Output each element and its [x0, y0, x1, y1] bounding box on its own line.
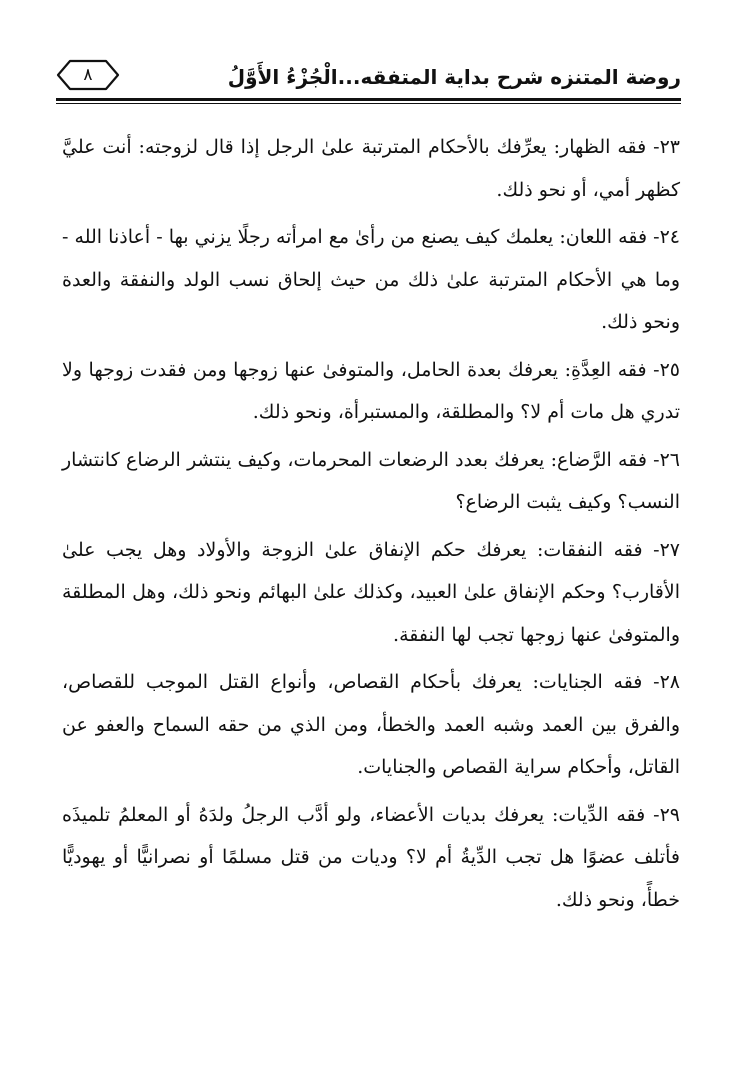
item-number: ٢٤ — [659, 226, 680, 248]
running-title: روضة المتنزه شرح بداية المتفقه...الْجُزْءُ الأَوَّلُ — [227, 65, 681, 89]
page-header — [56, 56, 681, 108]
header-rule — [56, 98, 681, 101]
paragraph-25 — [62, 349, 680, 434]
page-number-badge — [56, 59, 120, 91]
page-body — [62, 126, 680, 926]
item-number: ٢٧ — [659, 538, 680, 561]
page-number: ٨ — [83, 65, 93, 85]
item-number: ٢٦ — [659, 448, 680, 471]
item-number: ٢٩ — [659, 803, 680, 826]
paragraph-29 — [62, 794, 680, 922]
paragraph-27 — [62, 529, 680, 657]
paragraph-text: - فقه الدِّيات: يعرفك بديات الأعضاء، ولو أدَّب الرجلُ ولدَهُ أو المعلمُ تلميذَه فأتلف عضوًا هل تجب الدِّيةُ أم لا؟ وديات من قتل مسلمًا أو نصرانيًّا أو يهوديًّا خطأً، ونحو ذلك. — [62, 803, 680, 911]
item-number: ٢٣ — [659, 136, 680, 158]
paragraph-text: - فقه العِدَّةِ: يعرفك بعدة الحامل، والمتوفىٰ عنها زوجها ومن فقدت زوجها ولا تدري هل مات أم لا؟ والمطلقة، والمستبرأة، ونحو ذلك. — [62, 358, 680, 423]
paragraph-text: - فقه الجنايات: يعرفك بأحكام القصاص، وأنواع القتل الموجب للقصاص، والفرق بين العمد وشبه العمد والخطأ، ومن الذي من حقه السماح والعفو عن القاتل، وأحكام سراية القصاص والجنايات. — [62, 671, 680, 778]
paragraph-text: - فقه الظهار: يعرِّفك بالأحكام المترتبة علىٰ الرجل إذا قال لزوجته: أنت عليَّ كظهر أمي، أو نحو ذلك. — [62, 136, 680, 201]
paragraph-text: - فقه النفقات: يعرفك حكم الإنفاق علىٰ الزوجة والأولاد وهل يجب علىٰ الأقارب؟ وحكم الإنفاق علىٰ العبيد، وكذلك علىٰ البهائم ونحو ذلك، وهل المطلقة والمتوفىٰ عنها زوجها تجب لها النفقة. — [62, 538, 680, 646]
paragraph-28 — [62, 661, 680, 789]
paragraph-26 — [62, 439, 680, 524]
paragraph-24 — [62, 216, 680, 344]
paragraph-text: - فقه الرَّضاع: يعرفك بعدد الرضعات المحرمات، وكيف ينتشر الرضاع كانتشار النسب؟ وكيف يثبت الرضاع؟ — [62, 448, 680, 513]
paragraph-text: - فقه اللعان: يعلمك كيف يصنع من رأىٰ مع امرأته رجلًا يزني بها - أعاذنا الله - وما هي الأحكام المترتبة علىٰ ذلك من حيث إلحاق نسب الولد والنفقة والعدة ونحو ذلك. — [62, 226, 680, 333]
header-rule-thin — [56, 103, 681, 104]
item-number: ٢٥ — [659, 358, 680, 381]
paragraph-23 — [62, 126, 680, 211]
item-number: ٢٨ — [659, 671, 680, 693]
